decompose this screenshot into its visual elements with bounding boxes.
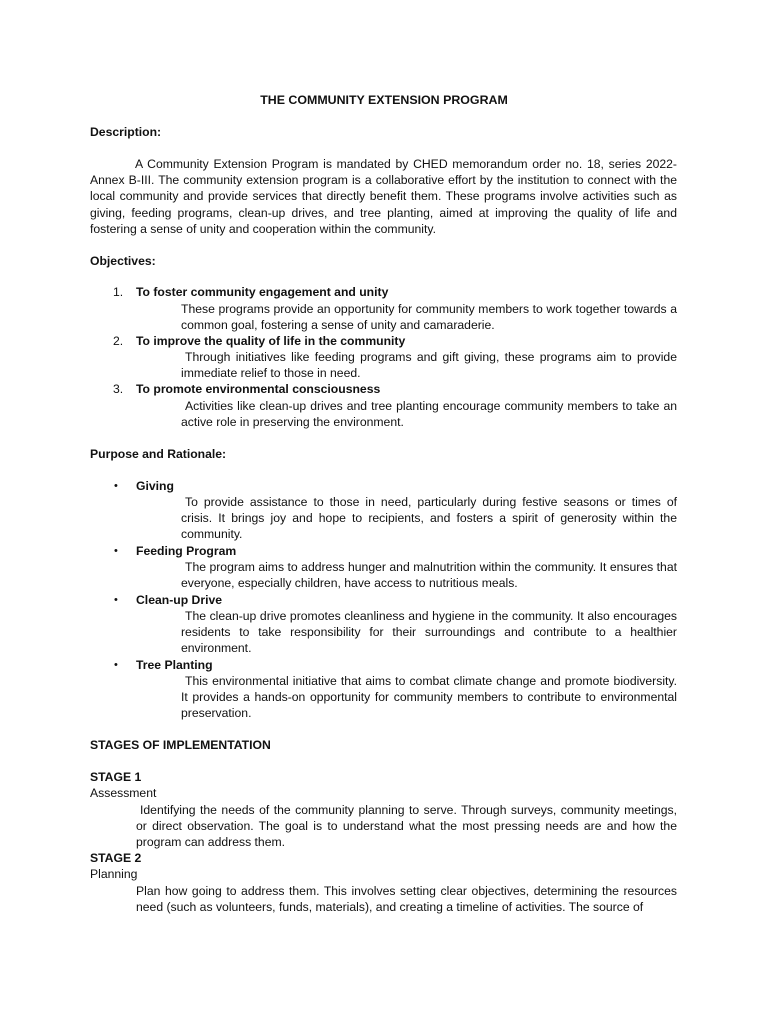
bullet-icon: • [114,594,118,606]
stage-name-2: Planning [90,867,138,881]
stage-text-1: Identifying the needs of the community planning to serve. Through surveys, community meetings, or direct observation. The goal is to understand what the most pressing needs are and how the program can address them. [136,803,677,850]
objective-text-3: Activities like clean-up drives and tree planting encourage community members to take an active role in preserving the environment. [181,399,677,430]
objective-number-2: 2. [113,334,124,348]
purpose-text-feeding: The program aims to address hunger and malnutrition within the community. It ensures that everyone, especially children, have access to nutritious meals. [181,560,677,591]
description-paragraph: A Community Extension Program is mandated by CHED memorandum order no. 18, series 2022- Annex B-III. The community extension program is a collaborative effort by the institution to connect with the local community and provide services that directly benefit them. These programs involve activities such as giving, feeding programs, clean-up drives, and tree planting, aimed at improving the quality of life and fostering a sense of unity and cooperation within the community. [90,157,677,236]
stage-name-1: Assessment [90,786,157,800]
objectives-heading: Objectives: [90,254,156,268]
stage-text-2: Plan how going to address them. This involves setting clear objectives, determining the resources need (such as volunteers, funds, materials), and creating a timeline of activities. The source of [136,884,677,915]
purpose-text-giving: To provide assistance to those in need, particularly during festive seasons or times of crisis. It brings joy and hope to recipients, and fosters a spirit of generosity within the community. [181,495,677,542]
objective-text-2: Through initiatives like feeding programs and gift giving, these programs aim to provide immediate relief to those in need. [181,350,677,381]
purpose-title-giving: Giving [136,479,174,493]
stage-label-2: STAGE 2 [90,851,142,865]
purpose-title-cleanup: Clean-up Drive [136,593,223,607]
stages-heading: STAGES OF IMPLEMENTATION [90,738,271,752]
objective-number-3: 3. [113,382,124,396]
stage-label-1: STAGE 1 [90,770,142,784]
purpose-title-feeding: Feeding Program [136,544,237,558]
objective-title-2: To improve the quality of life in the community [136,334,406,348]
bullet-icon: • [114,659,118,671]
purpose-text-cleanup: The clean-up drive promotes cleanliness and hygiene in the community. It also encourages residents to take responsibility for their surroundings and contribute to a healthier environment. [181,609,677,656]
objective-title-3: To promote environmental consciousness [136,382,381,396]
bullet-icon: • [114,480,118,492]
document-title: THE COMMUNITY EXTENSION PROGRAM [260,93,508,107]
purpose-heading: Purpose and Rationale: [90,447,227,461]
objective-number-1: 1. [113,285,124,299]
objective-text-1: These programs provide an opportunity for community members to work together towards a common goal, fostering a sense of unity and camaraderie. [181,302,677,333]
objective-title-1: To foster community engagement and unity [136,285,389,299]
purpose-text-tree: This environmental initiative that aims to combat climate change and promote biodiversity. It provides a hands-on opportunity for community members to contribute to environmental preservation. [181,674,677,721]
purpose-title-tree: Tree Planting [136,658,213,672]
bullet-icon: • [114,545,118,557]
description-heading: Description: [90,125,162,139]
